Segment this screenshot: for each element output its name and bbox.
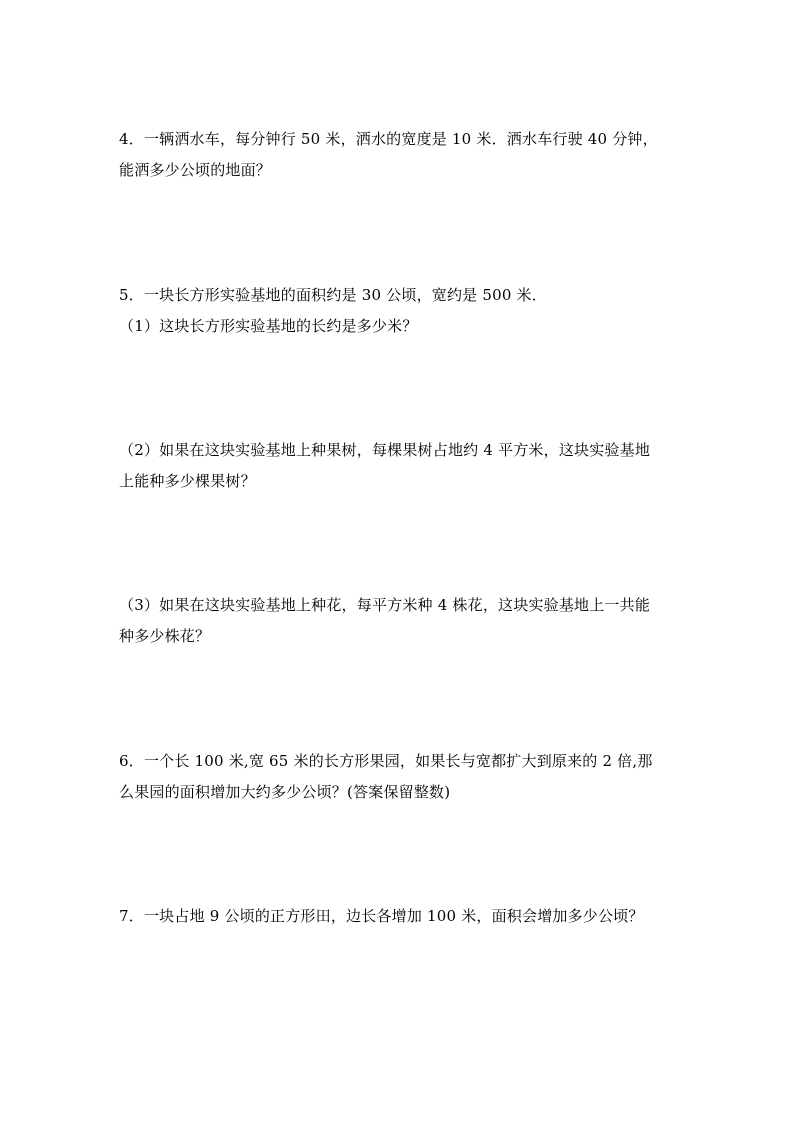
question-4-line-2: 能洒多少公顷的地面？ [119, 161, 272, 179]
question-5-stem: 5．一块长方形实验基地的面积约是 30 公顷，宽约是 500 米． [119, 286, 547, 304]
question-6-line-2: 么果园的面积增加大约多少公顷？(答案保留整数) [119, 783, 451, 801]
question-4-line-1: 4．一辆洒水车，每分钟行 50 米，洒水的宽度是 10 米．洒水车行驶 40 分钟， [119, 130, 658, 148]
question-5-part-3-line-1: （3）如果在这块实验基地上种花，每平方米种 4 株花，这块实验基地上一共能 [119, 596, 651, 614]
question-6-line-1: 6．一个长 100 米,宽 65 米的长方形果园，如果长与宽都扩大到原来的 2 倍,那 [119, 752, 653, 770]
question-5-part-3-line-2: 种多少株花？ [119, 627, 211, 645]
question-5-part-1: （1）这块长方形实验基地的长约是多少米？ [119, 317, 418, 335]
question-7-line-1: 7．一块占地 9 公顷的正方形田，边长各增加 100 米，面积会增加多少公顷？ [119, 907, 644, 925]
question-5-part-2-line-2: 上能种多少棵果树？ [119, 472, 256, 490]
question-5-part-2-line-1: （2）如果在这块实验基地上种果树，每棵果树占地约 4 平方米，这块实验基地 [119, 441, 651, 459]
